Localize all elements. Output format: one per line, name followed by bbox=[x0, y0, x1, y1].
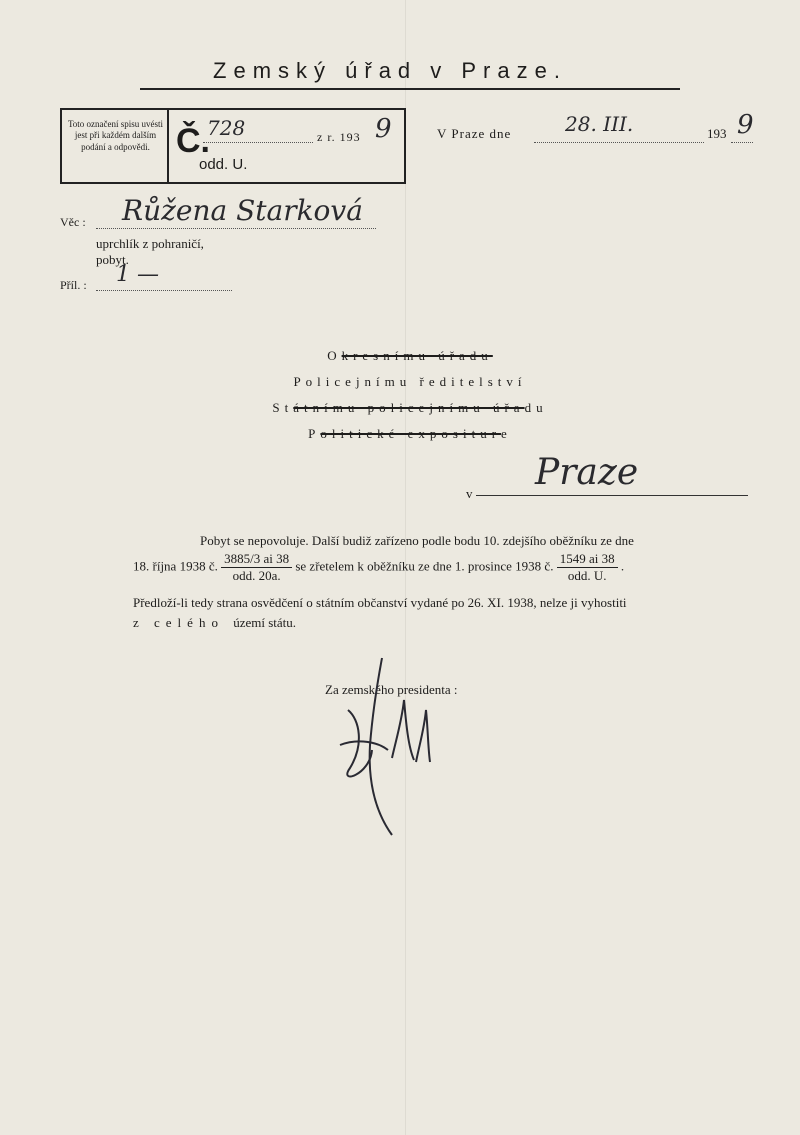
subject-line-2: uprchlík z pohraničí, bbox=[96, 236, 204, 251]
date-day-handwritten: 28. III. bbox=[565, 112, 634, 136]
year-label: z r. 193 bbox=[317, 130, 361, 144]
recipient-statni-tail: du bbox=[524, 400, 548, 415]
body-line-4-rest: území státu. bbox=[233, 615, 297, 630]
recipient-okresni bbox=[230, 346, 590, 372]
recipient-statni bbox=[230, 398, 590, 424]
place-line bbox=[476, 495, 748, 496]
body-line-1 bbox=[133, 533, 748, 549]
body-line-1-text: Pobyt se nepovoluje. Další budiž zařízeno podle bodu 10. zdejšího oběžníku ze dne bbox=[200, 533, 634, 548]
recipient-statni-kept: St bbox=[272, 400, 294, 415]
file-number-field bbox=[203, 118, 313, 143]
reference-note bbox=[62, 110, 169, 182]
handwritten-signature bbox=[330, 650, 450, 850]
subject-line-3: pobyt. bbox=[96, 252, 129, 267]
body-line-3-text: Předloží-li tedy strana osvědčení o státním občanství vydané po 26. XI. 1938, nelze ji vyhostiti bbox=[133, 595, 627, 610]
recipient-okresni-kept: O bbox=[327, 348, 342, 363]
recipient-block bbox=[230, 346, 590, 450]
body-line-2 bbox=[133, 551, 758, 585]
fold-crease bbox=[405, 0, 406, 1135]
department-label: odd. U. bbox=[199, 156, 248, 173]
recipient-politicke-kept: P bbox=[308, 426, 321, 441]
recipient-policejni-text: Policejnímu ředitelství bbox=[293, 374, 527, 389]
place-handwritten: Praze bbox=[535, 452, 639, 493]
body-line-4 bbox=[133, 615, 296, 631]
recipient-politicke-tail: e bbox=[501, 426, 512, 441]
recipient-politicke bbox=[230, 424, 590, 450]
reference-box bbox=[60, 108, 406, 184]
fraction-1-numerator: 3885/3 ai 38 bbox=[221, 551, 292, 568]
fraction-1-denominator: odd. 20a. bbox=[232, 568, 281, 584]
signature-label-text: Za zemského presidenta : bbox=[325, 682, 458, 697]
subject-block bbox=[60, 190, 380, 300]
office-title bbox=[100, 58, 680, 84]
date-year-handwritten: 9 bbox=[737, 110, 754, 140]
recipient-politicke-struck: olitické expositur bbox=[320, 426, 502, 441]
place-v-label: v bbox=[466, 486, 473, 501]
body-line-2-end: . bbox=[620, 558, 625, 574]
reference-fraction-1 bbox=[221, 551, 292, 585]
date-line bbox=[437, 112, 782, 148]
body-line-2-middle: se zřetelem k oběžníku ze dne 1. prosince 1938 č. bbox=[295, 558, 554, 574]
recipient-statni-struck: átnímu policejnímu úřa bbox=[293, 400, 525, 415]
file-number-handwritten: 728 bbox=[207, 116, 246, 140]
body-line-4-spaced: z celého bbox=[133, 615, 224, 630]
attachment-label: Příl. : bbox=[60, 278, 87, 292]
attachment-handwritten: 1 — bbox=[116, 262, 159, 287]
reference-fields bbox=[169, 110, 404, 182]
recipient-policejni bbox=[230, 372, 590, 398]
body-line-3 bbox=[133, 595, 753, 611]
reference-fraction-2 bbox=[557, 551, 618, 585]
date-year-prefix: 193 bbox=[707, 126, 727, 141]
recipient-okresni-struck: kresnímu úřadu bbox=[341, 348, 493, 363]
fraction-2-numerator: 1549 ai 38 bbox=[557, 551, 618, 568]
year-digit-handwritten: 9 bbox=[375, 114, 392, 144]
body-line-2-start: 18. října 1938 č. bbox=[133, 558, 218, 574]
title-rule bbox=[140, 88, 680, 90]
fraction-2-denominator: odd. U. bbox=[567, 568, 607, 584]
subject-name-handwritten: Růžena Starková bbox=[122, 194, 363, 227]
date-label: V Praze dne bbox=[437, 126, 512, 141]
office-title-text: Zemský úřad v Praze. bbox=[213, 58, 567, 83]
reference-note-text: Toto označení spisu uvésti jest při každém dalším podání a odpovědi. bbox=[67, 119, 164, 152]
subject-label: Věc : bbox=[60, 215, 86, 229]
c-letter: Č. bbox=[176, 122, 210, 160]
